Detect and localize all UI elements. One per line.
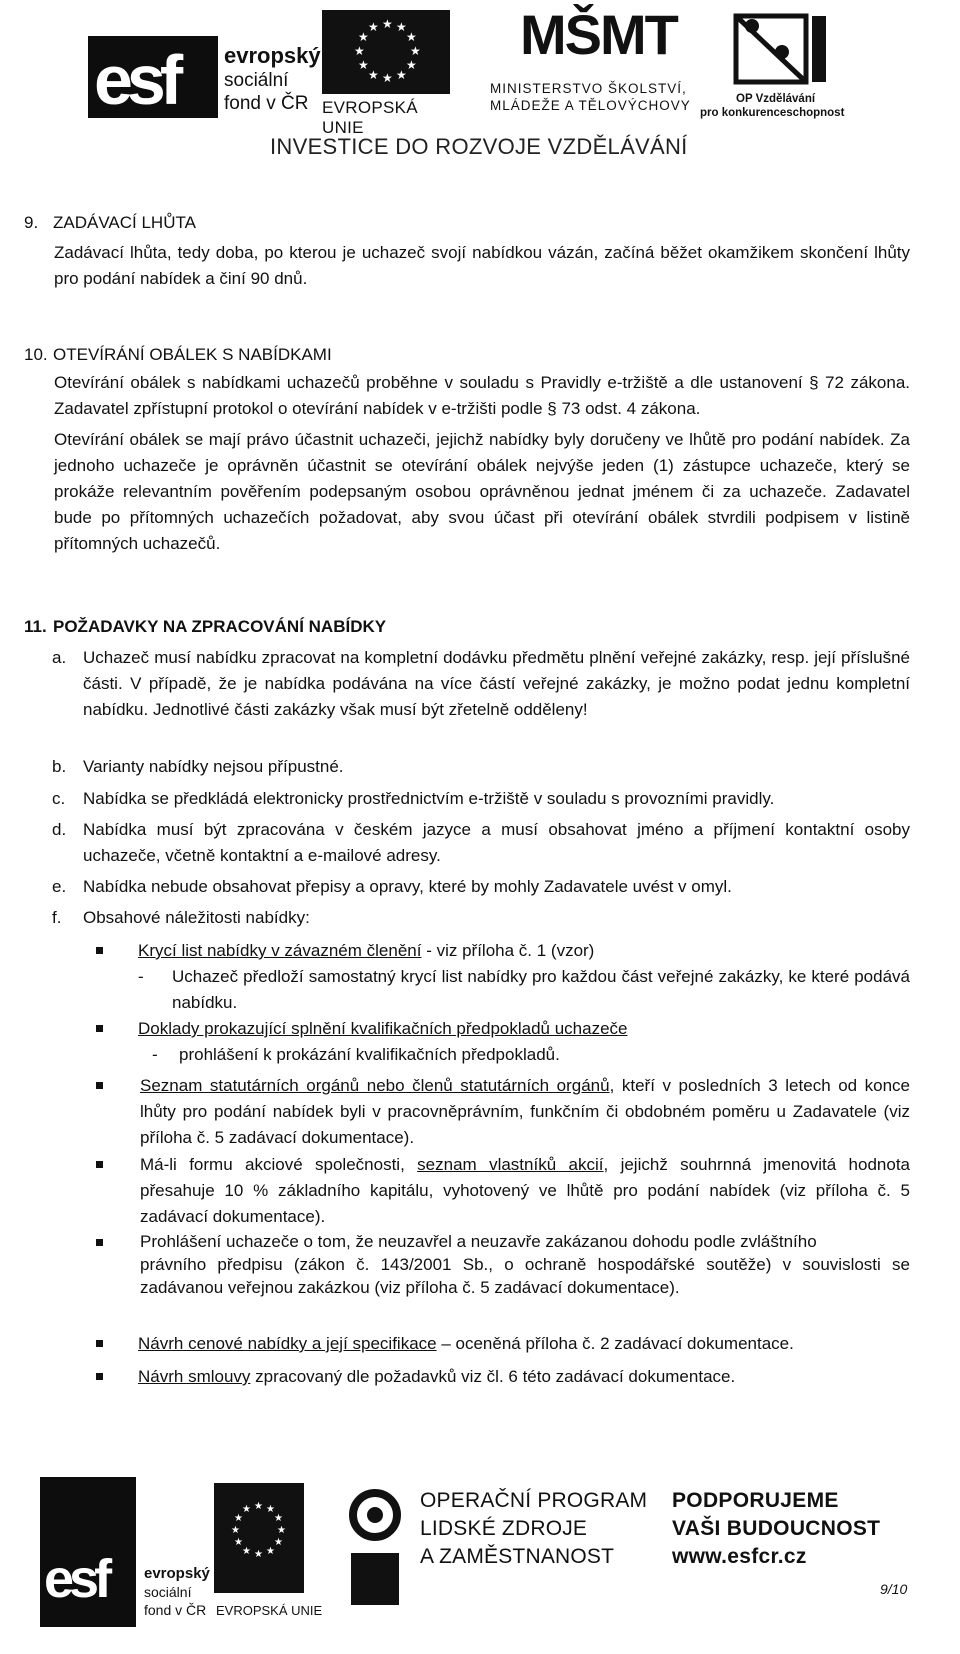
contract-link-text: Návrh smlouvy xyxy=(138,1367,251,1386)
content-item-declaration xyxy=(96,1230,910,1299)
requirement-e xyxy=(52,874,910,900)
footer-support-url: www.esfcr.cz xyxy=(672,1545,807,1568)
invest-tagline: INVESTICE DO ROZVOJE VZDĚLÁVÁNÍ xyxy=(270,134,688,159)
svg-text:★: ★ xyxy=(266,1546,275,1557)
footer-eu-logo xyxy=(214,1483,334,1633)
op-vk-logo xyxy=(700,12,860,118)
svg-text:★: ★ xyxy=(274,1513,283,1524)
svg-text:★: ★ xyxy=(358,58,369,72)
requirement-f-text: Obsahové náležitosti nabídky: xyxy=(83,908,310,927)
shareholders-rest: , jejichž souhrnná jmenovitá hodnota přesahuje 10 % základního kapitálu, vyhotovený ve lhůtě pro podání nabídek (viz příloha č. 5 zadávací dokumentace). xyxy=(140,1155,911,1226)
shareholders-pre: Má-li formu akciové společnosti, xyxy=(140,1155,418,1174)
cover-sheet-link-text: Krycí list nabídky v závazném členění xyxy=(138,941,422,960)
esf-logo xyxy=(88,36,321,118)
footer-eu-label: EVROPSKÁ UNIE xyxy=(216,1603,323,1618)
section-10-number: 10. xyxy=(24,345,48,364)
esf-mark-icon xyxy=(88,36,218,118)
section-9-number: 9. xyxy=(24,213,39,232)
section-9-heading: ZADÁVACÍ LHŮTA xyxy=(53,213,196,232)
eu-logo xyxy=(322,10,462,137)
op-line1: OP Vzdělávání xyxy=(736,93,816,105)
section-9 xyxy=(24,210,910,292)
requirement-c-letter: c. xyxy=(52,789,66,808)
content-item-qualification-text xyxy=(138,1016,910,1042)
requirement-e-letter: e. xyxy=(52,877,67,896)
requirement-d-text: Nabídka musí být zpracována v českém jazyce a musí obsahovat jméno a příjmení kontaktní osoby uchazeče, včetně kontaktní a e-mailové adresy. xyxy=(83,820,910,865)
section-11-heading: POŽADAVKY NA ZPRACOVÁNÍ NABÍDKY xyxy=(53,617,387,636)
svg-text:★: ★ xyxy=(382,71,393,85)
section-10-paragraph-1: Otevírání obálek s nabídkami uchazečů proběhne v souladu s Pravidly e-tržiště a dle ustanovení § 72 zákona. Zadavatel zpřístupní protokol o otevírání nabídek v e-tržišti podle § 73 odst. 4 zákona. xyxy=(54,373,910,418)
svg-text:★: ★ xyxy=(242,1504,251,1515)
requirement-b xyxy=(52,754,910,780)
section-11-number: 11. xyxy=(24,617,47,636)
svg-text:★: ★ xyxy=(274,1537,283,1548)
qualification-subitem-text: prohlášení k prokázání kvalifikačních předpokladů. xyxy=(179,1045,560,1064)
cover-sheet-rest: - viz příloha č. 1 (vzor) xyxy=(421,941,595,960)
op-vk-emblem-icon xyxy=(730,12,830,88)
price-offer-rest: – oceněná příloha č. 2 zadávací dokumentace. xyxy=(436,1334,794,1353)
svg-text:★: ★ xyxy=(354,44,365,58)
requirement-a-letter: a. xyxy=(52,648,67,667)
content-item-declaration-line1: Prohlášení uchazeče o tom, že neuzavřel a neuzavře zakázanou dohodu podle zvláštního xyxy=(140,1232,817,1251)
content-item-shareholders-text xyxy=(140,1152,910,1230)
requirement-f-letter: f. xyxy=(52,908,62,927)
footer-support-line1: PODPORUJEME xyxy=(672,1489,839,1512)
svg-text:★: ★ xyxy=(242,1546,251,1557)
requirement-d xyxy=(52,817,910,869)
page-header xyxy=(0,0,960,170)
section-11-title xyxy=(24,614,910,640)
svg-text:esf: esf xyxy=(94,41,178,118)
footer-op-line3: A ZAMĚSTNANOST xyxy=(420,1545,615,1568)
footer-esf-line1: evropský xyxy=(144,1565,210,1582)
esf-line1: evropský xyxy=(224,43,321,68)
bullet-square-icon xyxy=(96,1025,103,1032)
page-number: 9/10 xyxy=(880,1581,908,1597)
content-item-contract-text xyxy=(138,1364,910,1390)
section-10-heading: OTEVÍRÁNÍ OBÁLEK S NABÍDKAMI xyxy=(53,345,332,364)
content-item-shareholders xyxy=(96,1152,910,1230)
footer-op-line1: OPERAČNÍ PROGRAM xyxy=(420,1489,648,1512)
content-item-cover-sheet xyxy=(96,938,910,1016)
msmt-mark: MŠMT xyxy=(520,3,677,66)
content-item-price-offer xyxy=(96,1331,910,1357)
bullet-square-icon xyxy=(96,1340,103,1347)
content-item-statutory-text xyxy=(140,1073,910,1151)
bullet-square-icon xyxy=(96,1161,103,1168)
content-item-statutory xyxy=(96,1073,910,1151)
op-line2: pro konkurenceschopnost xyxy=(700,107,845,119)
qualification-link-text: Doklady prokazující splnění kvalifikačních předpokladů uchazeče xyxy=(138,1019,628,1038)
content-item-declaration-line2: právního předpisu (zákon č. 143/2001 Sb., o ochraně hospodářské soutěže) v souvislosti se zadávanou veřejnou zakázkou (viz příloha č. 5 zadávací dokumentace). xyxy=(140,1255,910,1297)
eu-stars-icon xyxy=(322,10,450,94)
svg-text:★: ★ xyxy=(396,20,407,34)
section-9-text: Zadávací lhůta, tedy doba, po kterou je uchazeč svojí nabídkou vázán, začíná běžet okamžikem skončení lhůty pro podání nabídek a činí 90 dnů. xyxy=(54,243,910,288)
requirement-a xyxy=(52,645,910,723)
footer-esf-logo xyxy=(40,1477,220,1627)
section-9-title xyxy=(24,210,910,236)
svg-text:★: ★ xyxy=(266,1504,275,1515)
bullet-square-icon xyxy=(96,1373,103,1380)
requirement-c-text: Nabídka se předkládá elektronicky prostřednictvím e-tržiště v souladu s provozními pravidly. xyxy=(83,789,775,808)
requirement-c xyxy=(52,786,910,812)
footer-eu-stars-icon xyxy=(214,1483,304,1593)
svg-text:★: ★ xyxy=(231,1525,240,1536)
bullet-square-icon xyxy=(96,1239,103,1246)
footer-esf-line3: fond v ČR xyxy=(144,1602,207,1618)
price-offer-link-text: Návrh cenové nabídky a její specifikace xyxy=(138,1334,437,1353)
requirement-b-text: Varianty nabídky nejsou přípustné. xyxy=(83,757,344,776)
shareholders-link-text: seznam vlastníků akcií xyxy=(417,1155,604,1174)
requirement-a-text: Uchazeč musí nabídku zpracovat na kompletní dodávku předmětu plnění veřejné zakázky, resp. její příslušné části. V případě, že je nabídka podávána na více částí veřejné zakázky, je možno podat jednu kompletní nabídku. Jednotlivé části zakázky však musí být zřetelně odděleny! xyxy=(83,648,910,719)
svg-text:★: ★ xyxy=(406,58,417,72)
footer-esf-mark-icon xyxy=(40,1477,136,1627)
svg-text:★: ★ xyxy=(410,44,421,58)
esf-line3: fond v ČR xyxy=(224,93,309,114)
requirement-d-letter: d. xyxy=(52,820,67,839)
content-item-qualification xyxy=(96,1016,910,1068)
requirement-e-text: Nabídka nebude obsahovat přepisy a opravy, které by mohly Zadavatele uvést v omyl. xyxy=(83,877,732,896)
requirement-b-letter: b. xyxy=(52,757,67,776)
bullet-square-icon xyxy=(96,1082,103,1089)
page-footer xyxy=(0,1465,960,1654)
svg-text:esf: esf xyxy=(44,1549,108,1609)
msmt-line1: MINISTERSTVO ŠKOLSTVÍ, xyxy=(490,81,687,96)
msmt-logo xyxy=(490,4,700,120)
statutory-rest: , kteří v posledních 3 letech od konce lhůty pro podání nabídek byli v pracovněprávním, funkčním či obdobném poměru u Zadavatele (viz příloha č. 5 zadávací dokumentace). xyxy=(140,1076,911,1147)
section-10-paragraph-2: Otevírání obálek se mají právo účastnit uchazeči, jejichž nabídky byly doručeny ve lhůtě pro podání nabídek. Za jednoho uchazeče je oprávněn účastnit se otevírání obálek nejvýše jeden (1) zástupce uchazeče, který se prokáže relevantním pověřením podepsaným osobou oprávněnou jednat jménem či za uchazeče. Zadavatel bude po přítomných uchazečích požadovat, aby svou účast při otevírání obálek stvrdili podpisem v listině přítomných uchazečů. xyxy=(54,430,910,553)
svg-text:★: ★ xyxy=(358,30,369,44)
statutory-link-text: Seznam statutárních orgánů nebo členů statutárních orgánů xyxy=(140,1076,610,1095)
svg-text:★: ★ xyxy=(234,1513,243,1524)
svg-text:★: ★ xyxy=(382,17,393,31)
svg-text:★: ★ xyxy=(396,68,407,82)
content-item-price-offer-text xyxy=(138,1331,910,1357)
esf-line2: sociální xyxy=(224,70,289,91)
section-10-title xyxy=(24,342,910,368)
section-10 xyxy=(24,342,910,557)
svg-text:★: ★ xyxy=(277,1525,286,1536)
msmt-line2: MLÁDEŽE A TĚLOVÝCHOVY xyxy=(490,98,691,113)
content-item-cover-sheet-text xyxy=(138,938,910,964)
section-11 xyxy=(24,614,910,640)
dash-marker: - xyxy=(138,967,144,986)
cover-sheet-subitem xyxy=(138,964,910,1016)
qualification-subitem xyxy=(152,1042,910,1068)
eu-label: EVROPSKÁ UNIE xyxy=(322,98,418,137)
footer-support-line2: VAŠI BUDOUCNOST xyxy=(672,1517,881,1540)
svg-text:★: ★ xyxy=(368,20,379,34)
requirement-f xyxy=(52,905,910,931)
content-item-contract xyxy=(96,1364,910,1390)
svg-text:★: ★ xyxy=(254,1549,263,1560)
cover-sheet-subitem-text: Uchazeč předloží samostatný krycí list nabídky pro každou část veřejné zakázky, ke které podává nabídku. xyxy=(172,967,910,1012)
svg-text:★: ★ xyxy=(406,30,417,44)
dash-marker: - xyxy=(152,1045,158,1064)
op-lzz-emblem-icon xyxy=(345,1483,405,1613)
footer-op-line2: LIDSKÉ ZDROJE xyxy=(420,1517,588,1540)
footer-esf-line2: sociální xyxy=(144,1584,192,1600)
svg-text:★: ★ xyxy=(234,1537,243,1548)
svg-text:★: ★ xyxy=(368,68,379,82)
contract-rest: zpracovaný dle požadavků viz čl. 6 této zadávací dokumentace. xyxy=(250,1367,736,1386)
svg-text:★: ★ xyxy=(254,1501,263,1512)
bullet-square-icon xyxy=(96,947,103,954)
